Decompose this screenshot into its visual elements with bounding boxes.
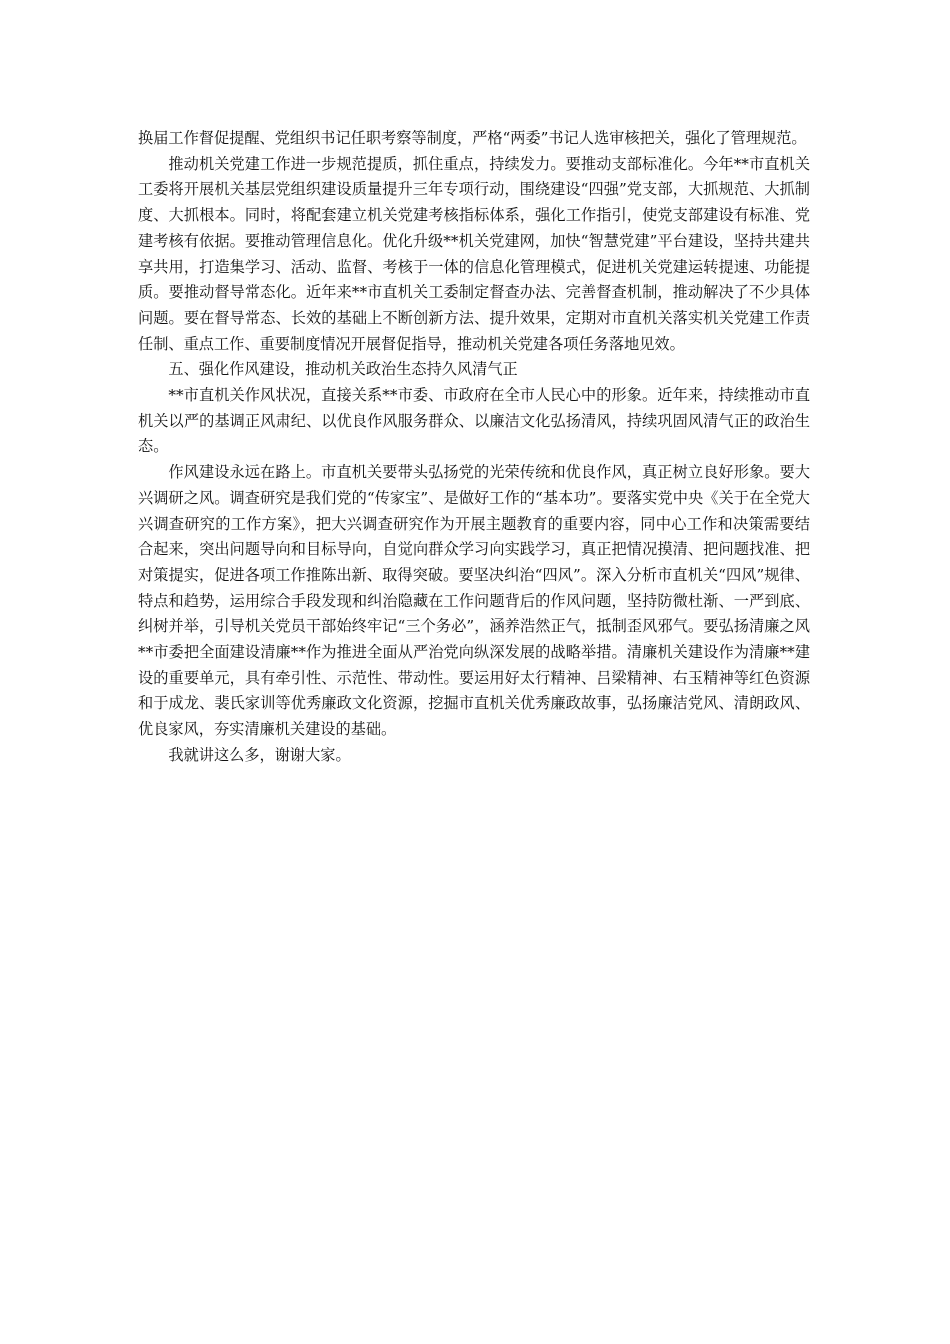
document-body (138, 126, 810, 769)
paragraph-work-style-overview: **市直机关作风状况，直接关系**市委、市政府在全市人民心中的形象。近年来，持续推动市直机关以严的基调正风肃纪、以优良作风服务群众、以廉洁文化弘扬清风，持续巩固风清气正的政治生态。 (138, 386, 810, 456)
paragraph-party-building-standardization: 推动机关党建工作进一步规范提质，抓住重点，持续发力。要推动支部标准化。今年**市直机关工委将开展机关基层党组织建设质量提升三年专项行动，围绕建设“四强”党支部，大抓规范、大抓制度、大抓根本。同时，将配套建立机关党建考核指标体系，强化工作指引，使党支部建设有标准、党建考核有依据。要推动管理信息化。优化升级**机关党建网，加快“智慧党建”平台建设，坚持共建共享共用，打造集学习、活动、监督、考核于一体的信息化管理模式，促进机关党建运转提速、功能提质。要推动督导常态化。近年来**市直机关工委制定督查办法、完善督查机制，推动解决了不少具体问题。要在督导常态、长效的基础上不断创新方法、提升效果，定期对市直机关落实机关党建工作责任制、重点工作、重要制度情况开展督促指导，推动机关党建各项任务落地见效。 (138, 154, 810, 353)
section-heading-five: 五、强化作风建设，推动机关政治生态持久风清气正 (168, 360, 518, 379)
paragraph-closing: 我就讲这么多，谢谢大家。 (168, 745, 351, 764)
paragraph-work-style-measures: 作风建设永远在路上。市直机关要带头弘扬党的光荣传统和优良作风，真正树立良好形象。要大兴调研之风。调查研究是我们党的“传家宝”、是做好工作的“基本功”。要落实党中央《关于在全党大兴调查研究的工作方案》，把大兴调查研究作为开展主题教育的重要内容，同中心工作和决策需要结合起来，突出问题导向和目标导向，自觉向群众学习向实践学习，真正把情况摸清、把问题找准、把对策提实，促进各项工作推陈出新、取得突破。要坚决纠治“四风”。深入分析市直机关“四风”规律、特点和趋势，运用综合手段发现和纠治隐藏在工作问题背后的作风问题，坚持防微杜渐、一严到底、纠树并举，引导机关党员干部始终牢记“三个务必”，涵养浩然正气，抵制歪风邪气。要弘扬清廉之风**市委把全面建设清廉**作为推进全面从严治党向纵深发展的战略举措。清廉机关建设作为清廉**建设的重要单元，具有牵引性、示范性、带动性。要运用好太行精神、吕梁精神、右玉精神等红色资源和于成龙、裴氏家训等优秀廉政文化资源，挖掘市直机关优秀廉政故事，弘扬廉洁党风、清朗政风、优良家风，夯实清廉机关建设的基础。 (138, 463, 810, 739)
paragraph-continuation: 换届工作督促提醒、党组织书记任职考察等制度，严格“两委”书记人选审核把关，强化了管理规范。 (138, 129, 807, 147)
